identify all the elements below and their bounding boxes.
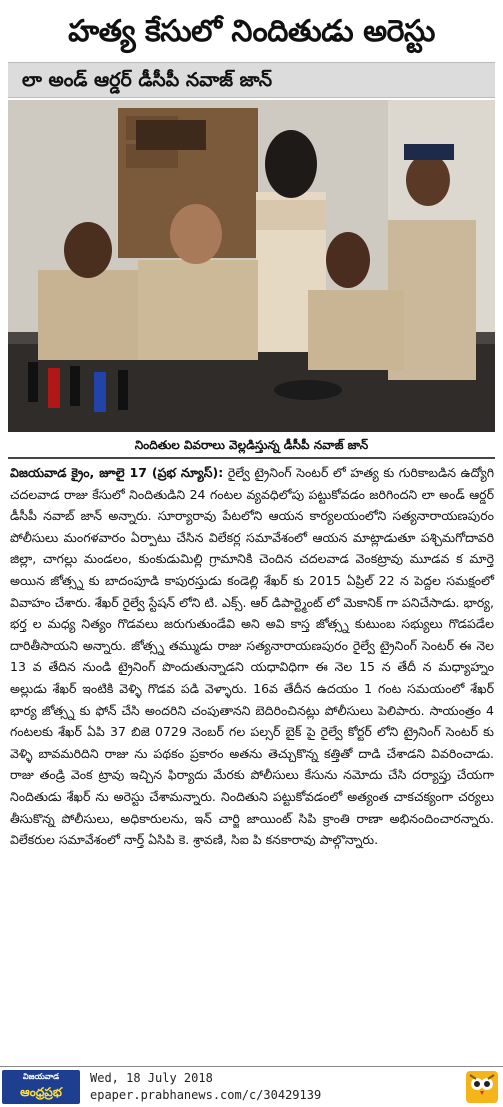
edition-url[interactable]: epaper.prabhanews.com/c/30429139 — [90, 1088, 322, 1102]
logo-title: ఆంధ్రప్రభ — [20, 1085, 62, 1099]
news-photo — [8, 100, 495, 432]
footer — [0, 1066, 503, 1107]
article-body — [10, 462, 494, 851]
article-dateline: విజయవాడ క్రైం, జూలై 17 (ప్రభ న్యూస్): — [10, 465, 224, 480]
photo-caption-bar — [8, 433, 495, 459]
subheadline: లా అండ్ ఆర్డర్ డీసీపీ నవాజ్ జాన్ — [22, 69, 273, 91]
owl-icon — [466, 1071, 498, 1103]
edition-date: Wed, 18 July 2018 — [90, 1071, 213, 1085]
press-conference-photo-icon — [8, 100, 495, 432]
publisher-logo[interactable] — [2, 1070, 80, 1104]
photo-caption: నిందితుల వివరాలు వెల్లడిస్తున్న డీసీపీ నవాజ్ జాన్ — [134, 438, 369, 452]
logo-edition: విజయవాడ — [22, 1072, 60, 1081]
subheadline-bar — [8, 62, 495, 98]
headline: హత్య కేసులో నిందితుడు అరెస్టు — [68, 14, 435, 49]
article-text: రైల్వే ట్రైనింగ్ సెంటర్ లో హత్య కు గురికాబడిన ఉద్యోగి చదలవాడ రాజు కేసులో నిందితుడిని 24 గంటల వ్యవధిలోపు పట్టుకోవడం జరిగిందని లా అండ్ ఆర్డర్ డీసీపీ నవాబ్ జాన్ అన్నారు. సూర్యారావు పేటలోని ఆయన కార్యలయంలోని సత్యనారాయణపురం పోలీసులు మంగళవారం ఏర్పాటు చేసిన విలేకర్ల సమావేశంలో ఆయన మాట్లాడుతూ పశ్చిమగోదావరి జిల్లా, చాగల్లు మండలం, కుంకుడుమిల్లి గ్రామానికి చెందిన చదలవాడ వెంకట్రావు మూడవ క మార్తె అయిన జోత్స్న కు బాదంపూడి కాపురస్తుడు కండెల్లి శేఖర్ కు 2015 ఏప్రిల్ 22 న పెద్దల సమక్షంలో వివాహం చేశారు. శేఖర్ రైల్వే స్టేషన్ లోని టి. ఎక్స్. ఆర్ డిపార్ట్మెంట్ లో మెకానిక్ గా పనిచేసాడు. భార్య, భర్త ల మధ్య నిత్యం గొడవలు జరుగుతుండేవి అని అవి కాస్త జోత్స్న కుటుంబ సభ్యులు గొడపడేల దారితీసాయని అన్నారు. జోత్స్న తమ్ముడు రాజు సత్యనారాయణపురం రైల్వే ట్రైనింగ్ సెంటర్ ఈ నెల 13 వ తేదిన నుండి ట్రైనింగ్ పొందుతున్నాడని యధావిధిగా ఈ నెల 15 న తేదీ న మధ్యాహ్నం అల్లుడు శేఖర్ ఇంటికి వెళ్ళి గొడవ పడి వెళ్ళారు. 16వ తేదీన ఉదయం 1 గంట సమయంలో శేఖర్ భార్య జోత్స్న కు ఫోన్ చేసి అందరిని చంపుతానని బెదిరించినట్లు పోలీసులు పెలిపారు. సాయంత్రం 4 గంటలకు శేఖర్ ఏపి 37 బిజె 0729 నెంబర్ గల పల్సర్ బైక్ పై రైల్వే కోర్టర్ లోని ట్రైనింగ్ సెంటర్ కు వెళ్ళి బావమరిదిని రాజు ను పథకం ప్రకారం అతను తెచ్చుకొన్న కత్తితో దాడి చేశాడని వివరించాడు. రాజు తండ్రి వెంక ట్రావు ఇచ్చిన ఫిర్యాదు మేరకు పోలీసులు కేసును నమోదు చేసి దర్యాప్తు చేయగా నిందితుడు శేఖర్ ను అరెస్టు చేశామన్నారు. నిందితుని పట్టుకోవడంలో అత్యంత చాకచక్యంగా చర్యలు తీసుకొన్న పోలీసులు, అధికారులను, ఇన్ చార్జి జాయింట్ సిపి క్రాంతి రాణా అభినందించారన్నారు. విలేకరుల సమావేశంలో నార్త్ ఏసిపి కె. శ్రావణి, సిఐ పి కనకారావు పాల్గొన్నారు. — [10, 465, 494, 848]
